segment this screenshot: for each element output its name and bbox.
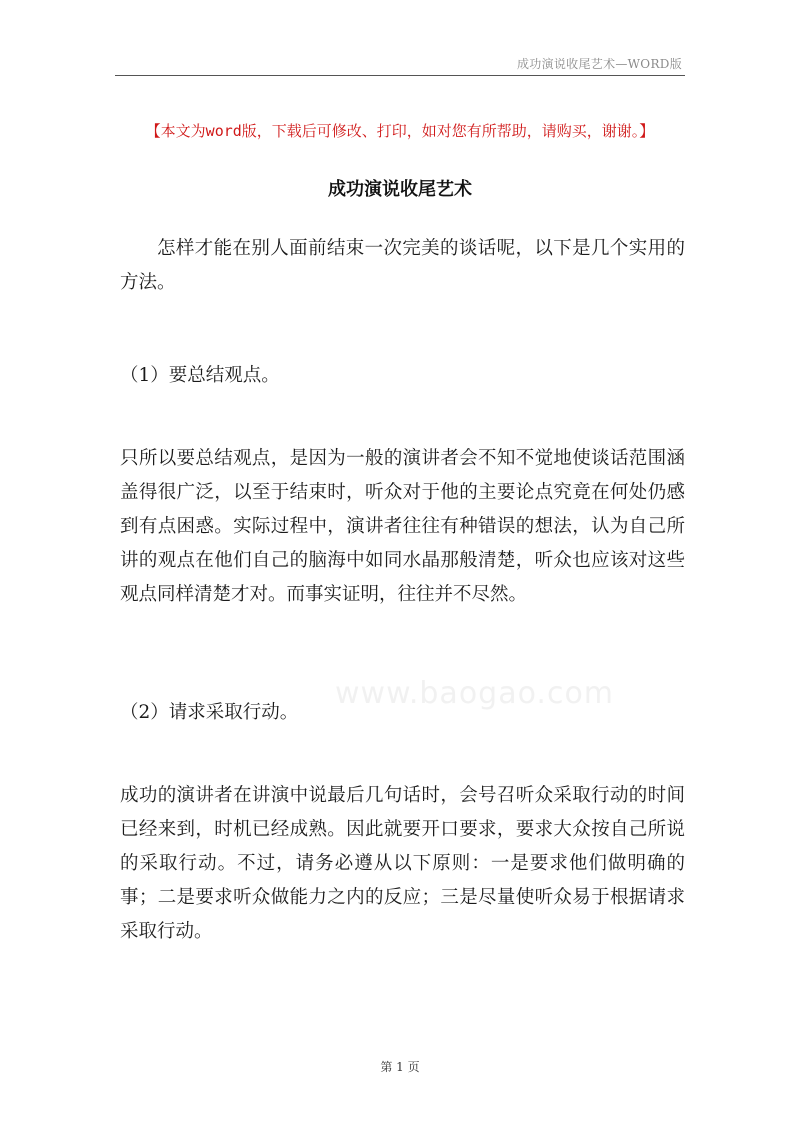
document-title: 成功演说收尾艺术 xyxy=(328,179,472,200)
section-1-heading: （1）要总结观点。 xyxy=(120,365,280,386)
page-number: 第 1 页 xyxy=(380,1060,420,1074)
intro-paragraph: 怎样才能在别人面前结束一次完美的谈话呢，以下是几个实用的方法。 xyxy=(120,238,685,293)
header-divider xyxy=(115,75,685,76)
section-2-body: 成功的演讲者在讲演中说最后几句话时，会号召听众采取行动的时间已经来到，时机已经成熟。因此就要开口要求，要求大众按自己所说的采取行动。不过，请务必遵从以下原则：一是要求他们做明确的事；二是要求听众做能力之内的反应；三是尽量使听众易于根据请求采取行动。 xyxy=(120,785,685,942)
running-header: 成功演说收尾艺术—WORD版 xyxy=(516,57,682,71)
section-1-body: 只所以要总结观点，是因为一般的演讲者会不知不觉地使谈话范围涵盖得很广泛，以至于结束时，听众对于他的主要论点究竟在何处仍感到有点困惑。实际过程中，演讲者往往有种错误的想法，认为自己所讲的观点在他们自己的脑海中如同水晶那般清楚，听众也应该对这些观点同样清楚才对。而事实证明，往往并不尽然。 xyxy=(120,448,685,605)
watermark: www.baogao.com xyxy=(335,676,615,711)
section-2-heading: （2）请求采取行动。 xyxy=(120,702,299,723)
purchase-notice: 【本文为word版，下载后可修改、打印，如对您有所帮助，请购买，谢谢。】 xyxy=(145,122,655,140)
